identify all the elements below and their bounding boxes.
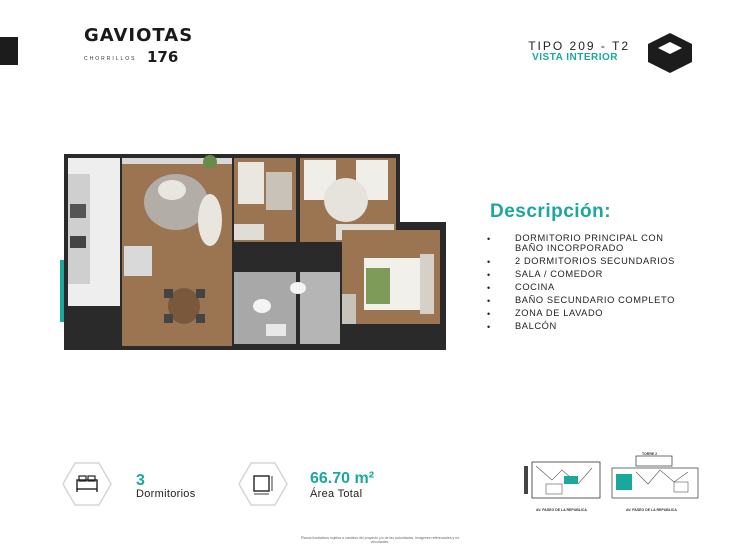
list-item: • COCINA (487, 282, 675, 292)
site-map-right (608, 452, 702, 508)
area-value: 66.70 m² (310, 470, 375, 487)
description-title: Descripción: (490, 201, 612, 222)
list-item: • 2 DORMITORIOS SECUNDARIOS (487, 256, 675, 266)
site-map-left (522, 460, 604, 510)
list-item: • BALCÓN (487, 321, 675, 331)
brand-number: 176 (146, 48, 179, 66)
area-square-icon (238, 462, 288, 506)
list-item: • SALA / COMEDOR (487, 269, 675, 279)
floor-plan-image (60, 154, 446, 350)
list-item: • DORMITORIO PRINCIPAL CON BAÑO INCORPORADO (487, 233, 675, 253)
bedrooms-label: Dormitorios (136, 488, 196, 500)
area-label: Área Total (310, 488, 363, 500)
view-label: VISTA INTERIOR (532, 52, 618, 63)
list-item: • ZONA DE LAVADO (487, 308, 675, 318)
bedrooms-count: 3 (136, 472, 145, 489)
street-label-right: AV. PASEO DE LA REPUBLICA (626, 508, 677, 512)
unit-type: TIPO 209 - T2 (528, 39, 630, 53)
street-label-left: AV. PASEO DE LA REPUBLICA (536, 508, 587, 512)
brand-district: CHORRILLOS (84, 56, 137, 62)
tower-label: TORRE 2 (642, 452, 658, 456)
brand-name: GAVIOTAS (84, 25, 194, 46)
left-marker-bar (0, 37, 18, 65)
list-item: • BAÑO SECUNDARIO COMPLETO (487, 295, 675, 305)
features-list (487, 233, 675, 334)
bed-icon (62, 462, 112, 506)
cube-logo-icon (646, 31, 694, 75)
brand-logo (84, 25, 193, 65)
disclaimer-text: Planos ilustrativos sujetos a cambios del proyecto y/o de las autoridades. Imágenes referenciales y no vinculantes. (300, 536, 460, 544)
